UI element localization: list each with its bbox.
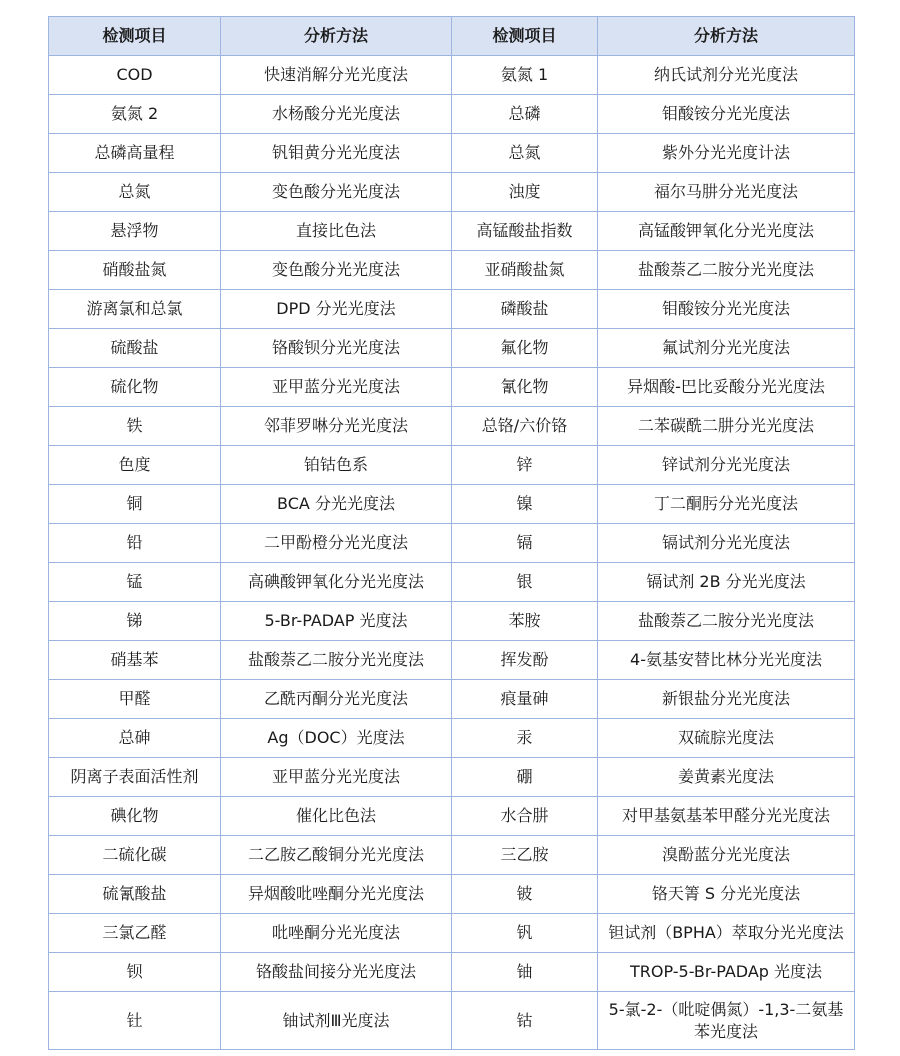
- analysis-method-left: 异烟酸吡唑酮分光光度法: [221, 875, 452, 914]
- test-item-right: 银: [452, 563, 598, 602]
- test-item-left: 阴离子表面活性剂: [49, 758, 221, 797]
- table-row: [49, 56, 855, 95]
- table-row: [49, 407, 855, 446]
- analysis-method-left: 亚甲蓝分光光度法: [221, 368, 452, 407]
- table-row: [49, 719, 855, 758]
- analysis-method-right: 氟试剂分光光度法: [598, 329, 855, 368]
- method-table-container: [48, 16, 854, 1050]
- analysis-method-right: 盐酸萘乙二胺分光光度法: [598, 602, 855, 641]
- analysis-method-left: 盐酸萘乙二胺分光光度法: [221, 641, 452, 680]
- test-item-right: 汞: [452, 719, 598, 758]
- table-header: [49, 17, 855, 56]
- analysis-method-right: 姜黄素光度法: [598, 758, 855, 797]
- analysis-method-right: 溴酚蓝分光光度法: [598, 836, 855, 875]
- analysis-method-right: 铬天箐 S 分光光度法: [598, 875, 855, 914]
- analysis-method-left: 高碘酸钾氧化分光光度法: [221, 563, 452, 602]
- test-item-left: 总氮: [49, 173, 221, 212]
- table-row: [49, 212, 855, 251]
- test-item-left: 硝基苯: [49, 641, 221, 680]
- analysis-method-left: 水杨酸分光光度法: [221, 95, 452, 134]
- analysis-method-left: 变色酸分光光度法: [221, 251, 452, 290]
- table-row: [49, 875, 855, 914]
- test-item-right: 苯胺: [452, 602, 598, 641]
- test-item-left: 甲醛: [49, 680, 221, 719]
- test-item-left: 总磷高量程: [49, 134, 221, 173]
- analysis-method-right: 纳氏试剂分光光度法: [598, 56, 855, 95]
- test-item-right: 总磷: [452, 95, 598, 134]
- test-item-left: 铅: [49, 524, 221, 563]
- analysis-method-right: 紫外分光光度计法: [598, 134, 855, 173]
- analysis-method-left: 铂钴色系: [221, 446, 452, 485]
- header-item-left: 检测项目: [49, 17, 221, 56]
- analysis-method-left: 铀试剂Ⅲ光度法: [221, 992, 452, 1050]
- header-method-right: 分析方法: [598, 17, 855, 56]
- test-item-right: 挥发酚: [452, 641, 598, 680]
- test-item-left: 游离氯和总氯: [49, 290, 221, 329]
- table-row: [49, 368, 855, 407]
- test-item-right: 铀: [452, 953, 598, 992]
- analysis-method-left: 钒钼黄分光光度法: [221, 134, 452, 173]
- analysis-method-left: 邻菲罗啉分光光度法: [221, 407, 452, 446]
- analysis-method-left: 二甲酚橙分光光度法: [221, 524, 452, 563]
- test-item-left: 二硫化碳: [49, 836, 221, 875]
- test-item-right: 总铬/六价铬: [452, 407, 598, 446]
- analysis-method-right: 对甲基氨基苯甲醛分光光度法: [598, 797, 855, 836]
- test-item-right: 氟化物: [452, 329, 598, 368]
- analysis-method-right: 高锰酸钾氧化分光光度法: [598, 212, 855, 251]
- test-item-left: 硫化物: [49, 368, 221, 407]
- analysis-method-right: 钽试剂（BPHA）萃取分光光度法: [598, 914, 855, 953]
- analysis-method-left: 铬酸盐间接分光光度法: [221, 953, 452, 992]
- test-item-left: 锰: [49, 563, 221, 602]
- test-item-left: 色度: [49, 446, 221, 485]
- test-item-left: 三氯乙醛: [49, 914, 221, 953]
- analysis-method-left: 直接比色法: [221, 212, 452, 251]
- table-row: [49, 563, 855, 602]
- test-item-right: 铍: [452, 875, 598, 914]
- analysis-method-right: 镉试剂 2B 分光光度法: [598, 563, 855, 602]
- test-item-right: 镍: [452, 485, 598, 524]
- test-item-right: 亚硝酸盐氮: [452, 251, 598, 290]
- test-item-right: 痕量砷: [452, 680, 598, 719]
- test-item-left: COD: [49, 56, 221, 95]
- table-row: [49, 134, 855, 173]
- test-item-left: 氨氮 2: [49, 95, 221, 134]
- test-item-left: 硝酸盐氮: [49, 251, 221, 290]
- test-item-left: 钡: [49, 953, 221, 992]
- test-item-left: 总砷: [49, 719, 221, 758]
- table-row: [49, 641, 855, 680]
- table-row: [49, 602, 855, 641]
- test-item-right: 总氮: [452, 134, 598, 173]
- table-row: [49, 758, 855, 797]
- test-item-left: 硫酸盐: [49, 329, 221, 368]
- analysis-method-left: 5-Br-PADAP 光度法: [221, 602, 452, 641]
- table-row: [49, 836, 855, 875]
- analysis-method-left: 催化比色法: [221, 797, 452, 836]
- analysis-method-left: Ag（DOC）光度法: [221, 719, 452, 758]
- analysis-method-left: 吡唑酮分光光度法: [221, 914, 452, 953]
- header-row: [49, 17, 855, 56]
- analysis-method-right: 钼酸铵分光光度法: [598, 95, 855, 134]
- analysis-method-right: 钼酸铵分光光度法: [598, 290, 855, 329]
- table-row: [49, 914, 855, 953]
- table-row: [49, 524, 855, 563]
- test-item-right: 硼: [452, 758, 598, 797]
- table-row: [49, 485, 855, 524]
- test-item-right: 磷酸盐: [452, 290, 598, 329]
- analysis-method-left: 快速消解分光光度法: [221, 56, 452, 95]
- test-item-right: 镉: [452, 524, 598, 563]
- analysis-method-right: 双硫腙光度法: [598, 719, 855, 758]
- analysis-method-right: TROP-5-Br-PADAp 光度法: [598, 953, 855, 992]
- table-row: [49, 251, 855, 290]
- table-row: [49, 329, 855, 368]
- analysis-method-right: 丁二酮肟分光光度法: [598, 485, 855, 524]
- header-method-left: 分析方法: [221, 17, 452, 56]
- test-item-right: 锌: [452, 446, 598, 485]
- analysis-method-right: 5-氯-2-（吡啶偶氮）-1,3-二氨基苯光度法: [598, 992, 855, 1050]
- test-item-left: 铁: [49, 407, 221, 446]
- header-item-right: 检测项目: [452, 17, 598, 56]
- table-row: [49, 95, 855, 134]
- test-item-right: 三乙胺: [452, 836, 598, 875]
- analysis-method-left: DPD 分光光度法: [221, 290, 452, 329]
- table-row: [49, 173, 855, 212]
- test-item-right: 浊度: [452, 173, 598, 212]
- table-body: [49, 56, 855, 1050]
- analysis-method-left: 铬酸钡分光光度法: [221, 329, 452, 368]
- method-table: [48, 16, 855, 1050]
- table-row: [49, 992, 855, 1050]
- test-item-right: 钒: [452, 914, 598, 953]
- test-item-right: 氰化物: [452, 368, 598, 407]
- test-item-left: 铜: [49, 485, 221, 524]
- table-row: [49, 680, 855, 719]
- test-item-left: 硫氰酸盐: [49, 875, 221, 914]
- test-item-left: 悬浮物: [49, 212, 221, 251]
- table-row: [49, 953, 855, 992]
- test-item-left: 锑: [49, 602, 221, 641]
- analysis-method-left: BCA 分光光度法: [221, 485, 452, 524]
- table-row: [49, 446, 855, 485]
- analysis-method-left: 亚甲蓝分光光度法: [221, 758, 452, 797]
- analysis-method-right: 4-氨基安替比林分光光度法: [598, 641, 855, 680]
- analysis-method-left: 乙酰丙酮分光光度法: [221, 680, 452, 719]
- analysis-method-right: 异烟酸-巴比妥酸分光光度法: [598, 368, 855, 407]
- test-item-right: 高锰酸盐指数: [452, 212, 598, 251]
- analysis-method-right: 盐酸萘乙二胺分光光度法: [598, 251, 855, 290]
- analysis-method-right: 二苯碳酰二肼分光光度法: [598, 407, 855, 446]
- analysis-method-right: 福尔马肼分光光度法: [598, 173, 855, 212]
- test-item-left: 碘化物: [49, 797, 221, 836]
- test-item-right: 氨氮 1: [452, 56, 598, 95]
- analysis-method-left: 变色酸分光光度法: [221, 173, 452, 212]
- test-item-right: 水合肼: [452, 797, 598, 836]
- analysis-method-right: 新银盐分光光度法: [598, 680, 855, 719]
- analysis-method-right: 镉试剂分光光度法: [598, 524, 855, 563]
- analysis-method-left: 二乙胺乙酸铜分光光度法: [221, 836, 452, 875]
- test-item-right: 钴: [452, 992, 598, 1050]
- table-row: [49, 797, 855, 836]
- table-row: [49, 290, 855, 329]
- analysis-method-right: 锌试剂分光光度法: [598, 446, 855, 485]
- test-item-left: 钍: [49, 992, 221, 1050]
